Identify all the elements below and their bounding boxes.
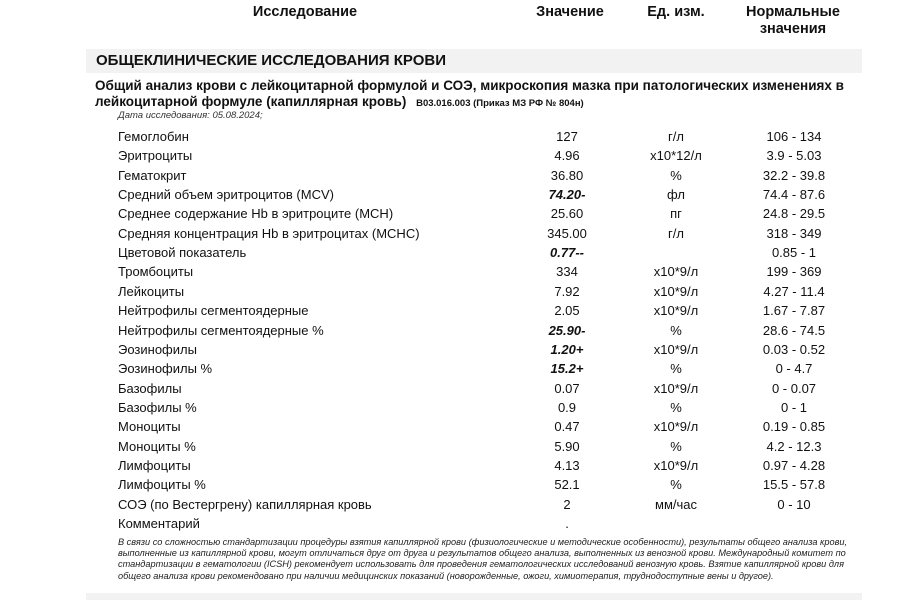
result-name: Цветовой показатель	[118, 245, 247, 261]
result-value: 0.9	[557, 399, 577, 415]
result-unit: г/л	[668, 225, 684, 241]
result-unit: x10*9/л	[653, 457, 699, 473]
result-value: 127	[556, 129, 578, 144]
result-unit: фл	[667, 187, 685, 203]
result-value: 345.00	[547, 225, 587, 241]
result-norm: 1.67 - 7.87	[762, 303, 826, 319]
result-value: 7.92	[554, 283, 580, 299]
result-value: 74.20-	[548, 187, 586, 203]
result-norm: 74.4 - 87.6	[762, 187, 826, 203]
result-name: Лимфоциты	[118, 457, 191, 473]
result-name: Средний объем эритроцитов (MCV)	[118, 187, 334, 203]
table-row	[0, 204, 905, 223]
table-row	[0, 495, 905, 514]
table-row	[0, 379, 905, 398]
result-value: 0.47	[554, 419, 580, 435]
result-name: Тромбоциты	[118, 264, 194, 280]
result-name: Эозинофилы	[118, 341, 197, 357]
result-unit: г/л	[668, 129, 684, 144]
result-norm: 0.85 - 1	[771, 245, 817, 261]
result-value: 4.13	[554, 457, 580, 473]
table-row	[0, 127, 905, 146]
result-value: 15.2+	[550, 361, 584, 377]
table-row	[0, 417, 905, 436]
result-unit: x10*9/л	[653, 380, 699, 396]
result-unit: x10*9/л	[653, 264, 699, 280]
result-unit: %	[670, 399, 682, 415]
result-value: 52.1	[554, 477, 580, 493]
column-header-value: Значение	[536, 4, 604, 20]
result-norm: 106 - 134	[766, 129, 822, 144]
footnote: В связи со сложностью стандартизации процедуры взятия капиллярной крови (физиологические и методические особенности), результаты общего анализа крови, выполненные из капиллярной крови, могут отличаться друг от друга и результатов общего анализа, выполненных из венозной крови. Международный комитет по стандартизации в гематологии (ICSH) рекомендует использовать для проведения гематологических исследований венозную кровь. Взятие капиллярной крови для общего анализа крови рекомендовано при наличии медицинских показаний (новорожденные, ожоги, химиотерапия, труднодоступные вены и другое).	[118, 537, 848, 581]
result-unit: мм/час	[655, 496, 697, 512]
result-value: 36.80	[550, 167, 584, 183]
result-value: 25.90-	[548, 322, 586, 338]
result-value: 1.20+	[550, 341, 584, 357]
result-name: Моноциты %	[118, 438, 196, 454]
test-title	[95, 78, 865, 112]
table-row	[0, 146, 905, 165]
column-header-unit: Ед. изм.	[647, 4, 705, 20]
result-name: Среднее содержание Hb в эритроците (MCH)	[118, 206, 394, 222]
result-name: Комментарий	[118, 516, 200, 531]
result-value: 2.05	[554, 303, 580, 319]
result-norm: 24.8 - 29.5	[762, 206, 826, 222]
result-value: 2	[563, 496, 571, 512]
result-unit: %	[670, 361, 682, 377]
column-header-norm-line2: значения	[759, 21, 827, 37]
table-row	[0, 475, 905, 494]
result-norm: 0 - 4.7	[775, 361, 813, 377]
result-name: Лимфоциты %	[118, 477, 206, 493]
result-name: Гемоглобин	[118, 129, 189, 144]
result-unit: x10*12/л	[650, 148, 702, 164]
result-norm: 3.9 - 5.03	[766, 148, 822, 164]
test-title-text: Общий анализ крови с лейкоцитарной формулой и СОЭ, микроскопия мазка при патологических изменениях в лейкоцитарной формуле (капиллярная кровь)	[95, 78, 844, 109]
result-unit: %	[670, 322, 682, 338]
section-title: ОБЩЕКЛИНИЧЕСКИЕ ИССЛЕДОВАНИЯ КРОВИ	[86, 49, 862, 73]
result-norm: 199 - 369	[766, 264, 822, 280]
result-name: Моноциты	[118, 419, 181, 435]
table-row	[0, 456, 905, 475]
table-row	[0, 262, 905, 281]
result-value: 0.77--	[550, 245, 584, 261]
table-row	[0, 398, 905, 417]
result-norm: 32.2 - 39.8	[762, 167, 826, 183]
result-unit: %	[670, 438, 682, 454]
result-norm: 0.97 - 4.28	[762, 457, 826, 473]
result-norm: 0.03 - 0.52	[762, 341, 826, 357]
test-date: Дата исследования: 05.08.2024;	[118, 110, 263, 121]
result-name: Нейтрофилы сегментоядерные %	[118, 322, 324, 338]
result-unit: %	[670, 477, 682, 493]
result-name: СОЭ (по Вестергрену) капиллярная кровь	[118, 496, 372, 512]
table-row	[0, 301, 905, 320]
table-row	[0, 185, 905, 204]
result-norm: 0.19 - 0.85	[762, 419, 826, 435]
result-norm: 0 - 0.07	[771, 380, 817, 396]
result-value: 4.96	[554, 148, 580, 164]
result-name: Гематокрит	[118, 167, 187, 183]
result-name: Эозинофилы %	[118, 361, 213, 377]
result-value: 334	[556, 264, 578, 280]
table-row	[0, 321, 905, 340]
result-name: Нейтрофилы сегментоядерные	[118, 303, 309, 319]
result-name: Эритроциты	[118, 148, 193, 164]
result-value: .	[565, 516, 569, 531]
table-row	[0, 359, 905, 378]
table-row	[0, 514, 905, 533]
result-value: 0.07	[554, 380, 580, 396]
column-header-norm-line1: Нормальные	[746, 4, 840, 20]
result-unit: пг	[670, 206, 682, 222]
table-row	[0, 166, 905, 185]
result-name: Лейкоциты	[118, 283, 185, 299]
result-norm: 15.5 - 57.8	[762, 477, 826, 493]
result-name: Базофилы %	[118, 399, 197, 415]
column-header-study: Исследование	[252, 4, 358, 20]
table-row	[0, 224, 905, 243]
test-code: B03.016.003 (Приказ МЗ РФ № 804н)	[416, 98, 584, 109]
result-norm: 318 - 349	[766, 225, 822, 241]
column-header-norm	[734, 4, 852, 38]
table-row	[0, 437, 905, 456]
result-value: 25.60	[550, 206, 584, 222]
footer-strip	[86, 593, 862, 600]
result-unit: x10*9/л	[653, 283, 699, 299]
result-norm: 0 - 1	[780, 399, 807, 415]
result-unit: x10*9/л	[653, 341, 699, 357]
result-unit: %	[670, 167, 682, 183]
table-row	[0, 243, 905, 262]
result-norm: 4.2 - 12.3	[766, 438, 822, 454]
result-norm: 28.6 - 74.5	[762, 322, 826, 338]
table-row	[0, 340, 905, 359]
result-name: Базофилы	[118, 380, 182, 396]
result-name: Средняя концентрация Hb в эритроцитах (MCHC)	[118, 225, 420, 241]
table-row	[0, 282, 905, 301]
result-norm: 0 - 10	[777, 496, 811, 512]
result-unit: x10*9/л	[653, 419, 699, 435]
result-norm: 4.27 - 11.4	[763, 283, 825, 299]
result-value: 5.90	[554, 438, 580, 454]
result-unit: x10*9/л	[653, 303, 699, 319]
